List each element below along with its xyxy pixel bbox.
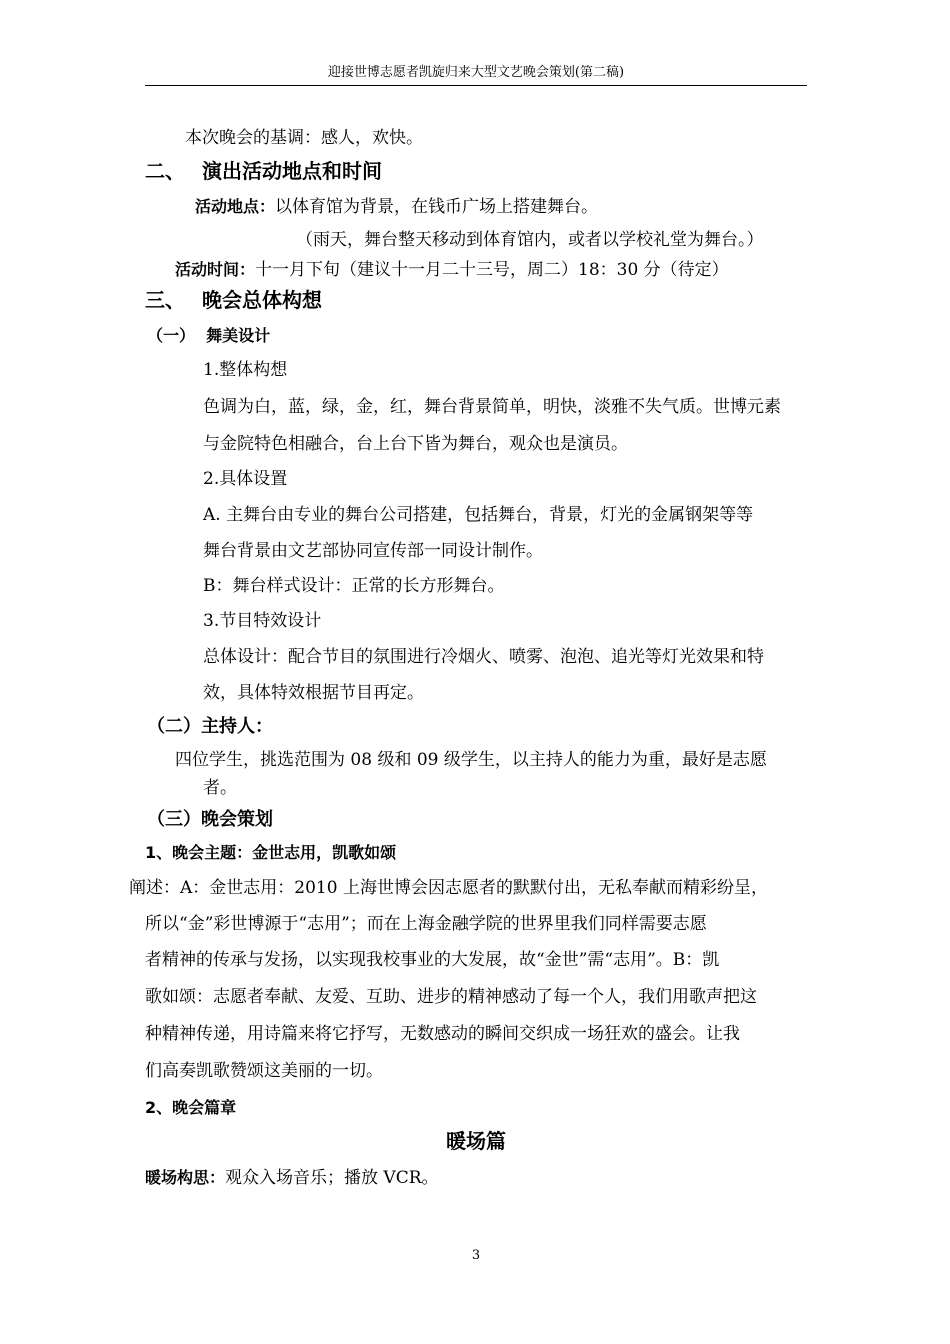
header-rule [145,85,807,86]
item-3-line-1: 总体设计：配合节目的氛围进行冷烟火、喷雾、泡泡、追光等灯光效果和特 [203,647,764,667]
section-3-number: 三、 [145,288,185,312]
description-line: 所以“金”彩世博源于“志用”；而在上海金融学院的世界里我们同样需要志愿 [145,914,707,934]
venue-text: 以体育馆为背景，在钱币广场上搭建舞台。 [275,197,599,217]
item-3-line-2: 效，具体特效根据节目再定。 [203,683,424,703]
subsection-2-title: （二）主持人： [147,716,273,737]
page-number: 3 [471,1248,481,1263]
warmup-line [145,1166,439,1190]
host-line-1: 四位学生，挑选范围为 08 级和 09 级学生，以主持人的能力为重，最好是志愿 [175,750,767,770]
item-2-b: B：舞台样式设计：正常的长方形舞台。 [203,576,505,596]
tone-line: 本次晚会的基调：感人，欢快。 [185,128,423,148]
theme-title: 1、晚会主题：金世志用，凯歌如颂 [145,843,397,862]
item-2-a-continued: 舞台背景由文艺部协同宣传部一同设计制作。 [203,541,543,561]
warmup-label: 暖场构思： [145,1168,226,1187]
time-text: 十一月下旬（建议十一月二十三号，周二）18：30 分（待定） [255,260,729,280]
subsection-3-title: （三）晚会策划 [147,809,273,830]
section-3-title: 晚会总体构想 [202,288,322,312]
section-2-title: 演出活动地点和时间 [202,159,382,183]
item-1-title: 1.整体构想 [203,360,288,380]
time-label: 活动时间： [175,260,256,279]
description-line: 者精神的传承与发扬，以实现我校事业的大发展，故“金世”需“志用”。B：凯 [145,950,720,970]
item-2-title: 2.具体设置 [203,469,288,489]
warmup-chapter-title: 暖场篇 [446,1129,506,1153]
description-line: 们高奏凯歌赞颂这美丽的一切。 [145,1061,383,1081]
running-header: 迎接世博志愿者凯旋归来大型文艺晚会策划(第二稿) [327,65,625,80]
time-line [175,258,729,282]
description-line: 种精神传递，用诗篇来将它抒写，无数感动的瞬间交织成一场狂欢的盛会。让我 [145,1024,740,1044]
venue-note: （雨天，舞台整天移动到体育馆内，或者以学校礼堂为舞台。） [296,230,764,250]
item-2-a: A. 主舞台由专业的舞台公司搭建，包括舞台，背景，灯光的金属钢架等等 [203,505,754,525]
host-line-2: 者。 [203,778,237,798]
section-2-number: 二、 [145,159,185,183]
warmup-text: 观众入场音乐；播放 VCR。 [225,1168,439,1188]
chapters-title: 2、晚会篇章 [145,1098,237,1117]
item-1-line-2: 与金院特色相融合，台上台下皆为舞台，观众也是演员。 [203,434,628,454]
item-3-title: 3.节目特效设计 [203,611,322,631]
description-line: 阐述：A：金世志用：2010 上海世博会因志愿者的默默付出，无私奉献而精彩纷呈， [129,878,768,898]
item-1-line-1: 色调为白，蓝，绿，金，红，舞台背景简单，明快，淡雅不失气质。世博元素 [203,397,781,417]
venue-label: 活动地点： [195,197,276,216]
subsection-1-title: （一） 舞美设计 [147,326,271,345]
description-line: 歌如颂：志愿者奉献、友爱、互助、进步的精神感动了每一个人，我们用歌声把这 [145,987,757,1007]
venue-line [195,195,598,219]
